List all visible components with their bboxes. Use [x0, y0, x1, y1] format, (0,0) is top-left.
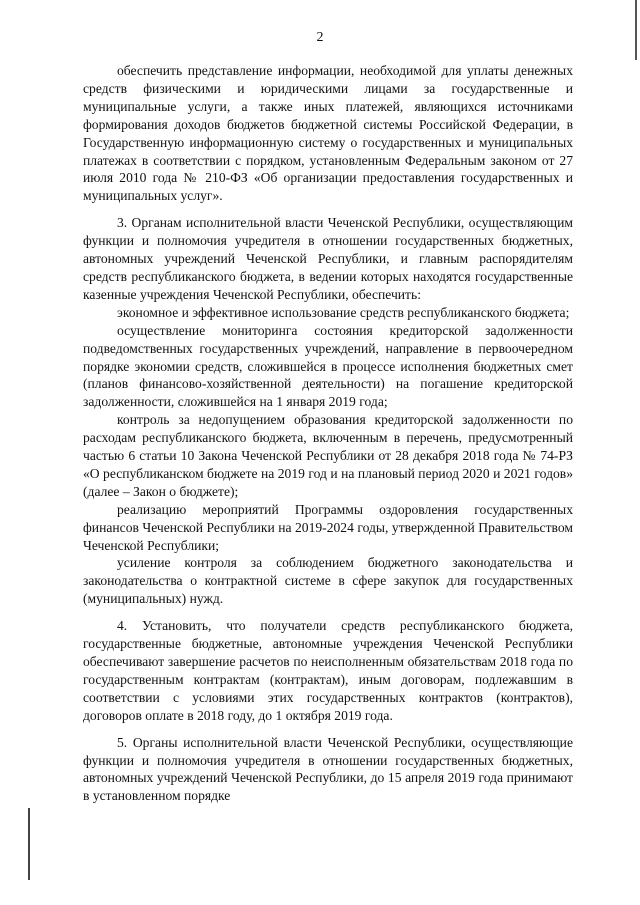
paragraph: 5. Органы исполнительной власти Чеченской Республики, осуществляющие функции и полномочия учредителя в отношении государственных бюджетных, автономных учреждений Чеченской Республики, до 15 апреля 2019 года принимают в установленном порядке: [83, 734, 573, 804]
paragraph: обеспечить представление информации, необходимой для уплаты денежных средств физическими и юридическими лицами за государственные и муниципальные услуги, а также иных платежей, являющихся источниками формирования доходов бюджетов бюджетной системы Российской Федерации, в Государственную информационную систему о государственных и муниципальных платежах в соответствии с порядком, установленным Федеральным законом от 27 июля 2010 года № 210-ФЗ «Об организации предоставления государственных и муниципальных услуг».: [83, 63, 573, 204]
paragraph: 3. Органам исполнительной власти Чеченской Республики, осуществляющим функции и полномочия учредителя в отношении государственных бюджетных, автономных учреждений Чеченской Республики, и главным распорядителям средств республиканского бюджета, в ведении которых находятся государственные казенные учреждения Чеченской Республики, обеспечить:: [83, 215, 573, 302]
paragraph: контроль за недопущением образования кредиторской задолженности по расходам республиканского бюджета, включенным в перечень, предусмотренный частью 6 статьи 10 Закона Чеченской Республики от 28 декабря 2018 года № 74-РЗ «О республиканском бюджете на 2019 год и на плановый период 2020 и 2021 годов» (далее – Закон о бюджете);: [83, 412, 573, 499]
scan-edge-mark: [28, 808, 30, 880]
paragraph: усиление контроля за соблюдением бюджетного законодательства и законодательства о контрактной системе в сфере закупок для государственных (муниципальных) нужд.: [83, 555, 573, 607]
paragraph: осуществление мониторинга состояния кредиторской задолженности подведомственных государственных учреждений, направление в первоочередном порядке экономии средств, сложившейся в процессе исполнения бюджетных смет (планов финансово-хозяйственной деятельности) на погашение кредиторской задолженности, сложившейся на 1 января 2019 года;: [83, 322, 573, 410]
paragraph: экономное и эффективное использование средств республиканского бюджета;: [117, 304, 570, 320]
page-number: 2: [316, 30, 324, 45]
paragraph: 4. Установить, что получатели средств республиканского бюджета, государственные бюджетные, автономные учреждения Чеченской Республики обеспечивают завершение расчетов по неисполненным обязательствам 2018 года по государственным контрактам (контрактам), иным договорам, подлежавшим в соответствии с условиями этих государственных контрактов (контрактов), договоров оплате в 2018 году, до 1 октября 2019 года.: [83, 618, 573, 723]
document-body: [83, 62, 573, 805]
paragraph: реализацию мероприятий Программы оздоровления государственных финансов Чеченской Республики на 2019-2024 годы, утвержденной Правительством Чеченской Республики;: [83, 501, 573, 553]
